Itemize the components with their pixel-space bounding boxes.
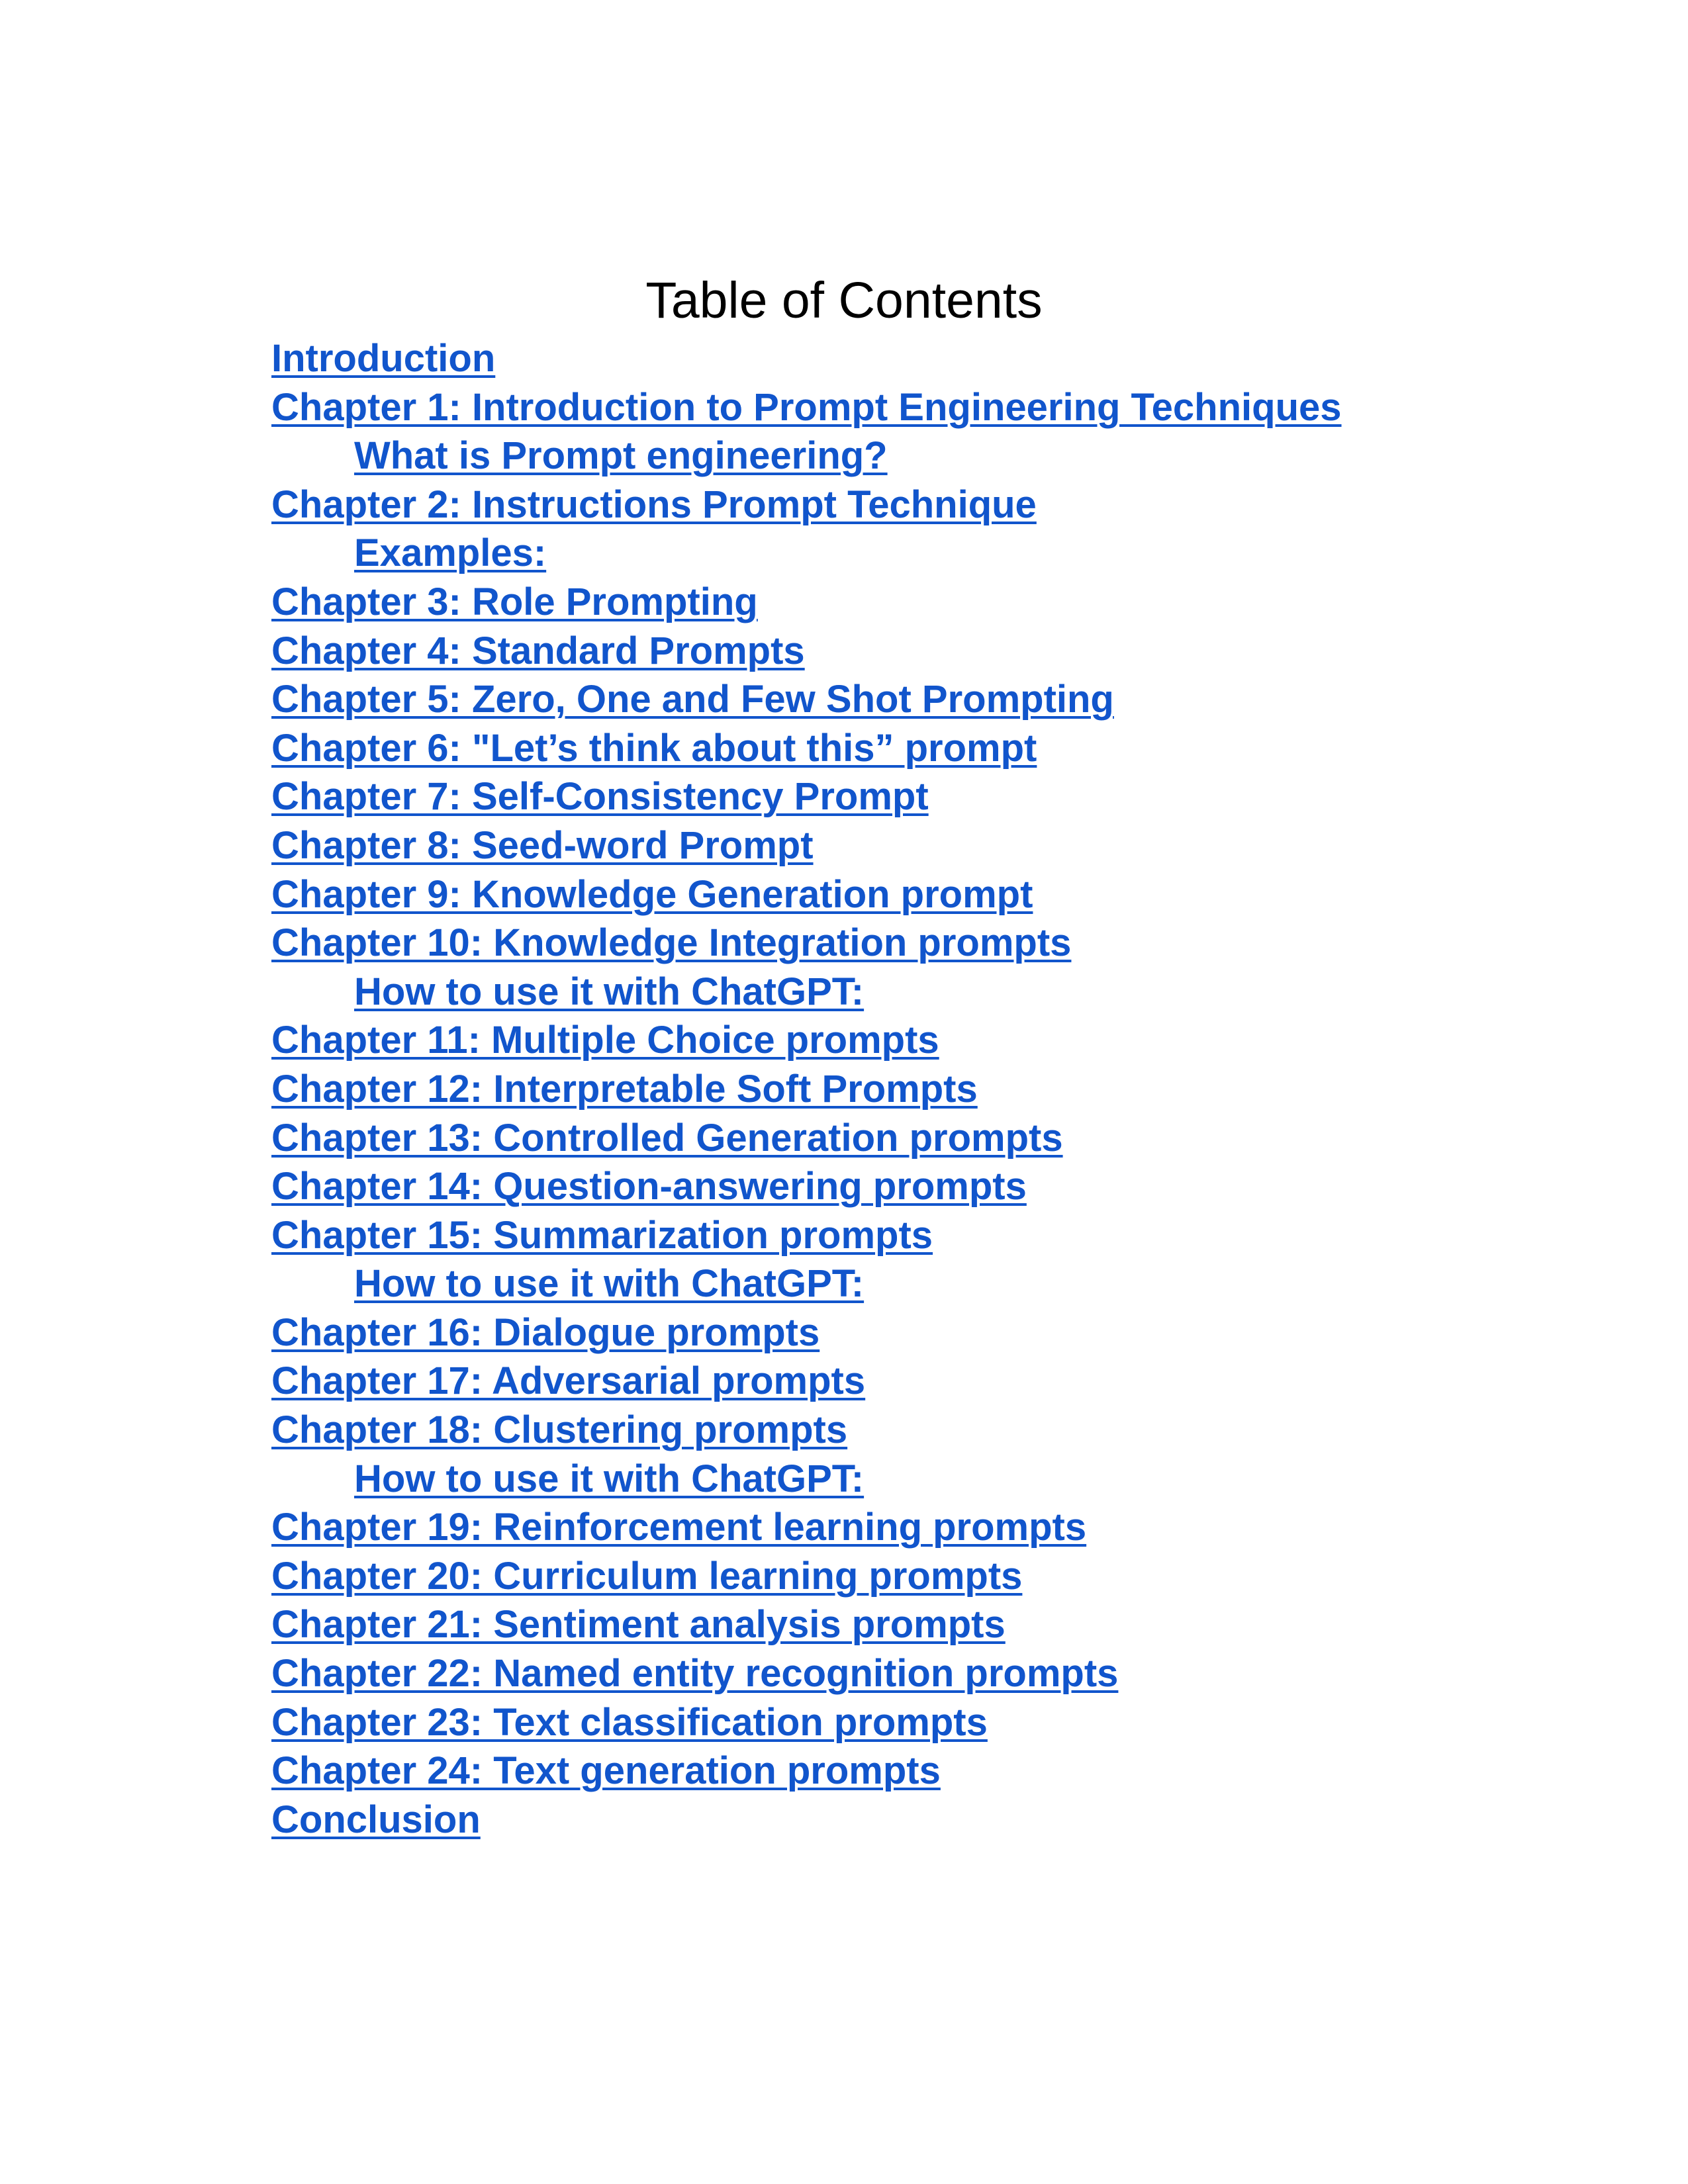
- toc-chapter-entry: [271, 1357, 1595, 1406]
- toc-chapter-link[interactable]: Conclusion: [271, 1797, 481, 1841]
- toc-chapter-link[interactable]: Introduction: [271, 337, 496, 380]
- toc-chapter-link[interactable]: Chapter 9: Knowledge Generation prompt: [271, 872, 1033, 916]
- toc-chapter-entry: [271, 383, 1595, 432]
- toc-subsection-link[interactable]: How to use it with ChatGPT:: [354, 1262, 865, 1306]
- toc-chapter-link[interactable]: Chapter 13: Controlled Generation prompts: [271, 1116, 1063, 1160]
- toc-subsection-entry: [271, 529, 1595, 578]
- toc-chapter-link[interactable]: Chapter 10: Knowledge Integration prompts: [271, 921, 1072, 965]
- toc-subsection-link[interactable]: Examples:: [354, 531, 547, 575]
- toc-chapter-entry: [271, 675, 1595, 724]
- toc-chapter-link[interactable]: Chapter 17: Adversarial prompts: [271, 1359, 866, 1403]
- toc-chapter-link[interactable]: Chapter 16: Dialogue prompts: [271, 1310, 820, 1354]
- toc-subsection-entry: [271, 432, 1595, 480]
- toc-chapter-entry: [271, 627, 1595, 676]
- toc-chapter-link[interactable]: Chapter 3: Role Prompting: [271, 580, 758, 623]
- toc-chapter-link[interactable]: Chapter 4: Standard Prompts: [271, 629, 805, 672]
- toc-chapter-entry: [271, 1406, 1595, 1455]
- toc-subsection-entry: [271, 1455, 1595, 1504]
- toc-subsection-entry: [271, 968, 1595, 1017]
- toc-chapter-entry: [271, 772, 1595, 821]
- toc-chapter-link[interactable]: Chapter 18: Clustering prompts: [271, 1408, 848, 1452]
- toc-chapter-link[interactable]: Chapter 23: Text classification prompts: [271, 1700, 988, 1744]
- toc-chapter-entry: [271, 480, 1595, 529]
- toc-chapter-entry: [271, 1016, 1595, 1065]
- toc-chapter-entry: [271, 821, 1595, 870]
- toc-subsection-link[interactable]: How to use it with ChatGPT:: [354, 970, 865, 1013]
- toc-chapter-entry: [271, 1552, 1595, 1601]
- toc-subsection-link[interactable]: What is Prompt engineering?: [354, 434, 888, 478]
- toc-chapter-entry: [271, 724, 1595, 773]
- toc-chapter-link[interactable]: Chapter 24: Text generation prompts: [271, 1749, 941, 1793]
- toc-chapter-link[interactable]: Chapter 6: "Let’s think about this” prompt: [271, 726, 1037, 770]
- toc-chapter-link[interactable]: Chapter 14: Question-answering prompts: [271, 1165, 1027, 1208]
- toc-title: Table of Contents: [645, 272, 1043, 329]
- toc-chapter-entry: [271, 870, 1595, 919]
- toc-chapter-entry: [271, 1747, 1595, 1796]
- toc-chapter-link[interactable]: Chapter 20: Curriculum learning prompts: [271, 1554, 1023, 1598]
- toc-chapter-link[interactable]: Chapter 19: Reinforcement learning prompts: [271, 1506, 1087, 1549]
- toc-chapter-link[interactable]: Chapter 5: Zero, One and Few Shot Prompting: [271, 678, 1114, 721]
- toc-subsection-entry: [271, 1259, 1595, 1308]
- toc-chapter-entry: [271, 919, 1595, 968]
- toc-list: [271, 334, 1595, 1844]
- toc-chapter-entry: [271, 578, 1595, 627]
- toc-chapter-entry: [271, 1308, 1595, 1357]
- toc-subsection-link[interactable]: How to use it with ChatGPT:: [354, 1457, 865, 1500]
- toc-chapter-link[interactable]: Chapter 15: Summarization prompts: [271, 1213, 933, 1257]
- toc-chapter-link[interactable]: Chapter 1: Introduction to Prompt Engineering Techniques: [271, 385, 1342, 429]
- toc-chapter-entry: [271, 1649, 1595, 1698]
- toc-chapter-entry: [271, 1698, 1595, 1747]
- toc-chapter-entry: [271, 1114, 1595, 1163]
- toc-chapter-link[interactable]: Chapter 11: Multiple Choice prompts: [271, 1019, 939, 1062]
- toc-chapter-link[interactable]: Chapter 7: Self-Consistency Prompt: [271, 775, 929, 819]
- toc-chapter-entry: [271, 1600, 1595, 1649]
- toc-chapter-link[interactable]: Chapter 21: Sentiment analysis prompts: [271, 1603, 1006, 1647]
- toc-chapter-entry: [271, 334, 1595, 383]
- toc-chapter-entry: [271, 1503, 1595, 1552]
- toc-chapter-link[interactable]: Chapter 2: Instructions Prompt Technique: [271, 482, 1037, 526]
- toc-chapter-entry: [271, 1211, 1595, 1260]
- toc-chapter-entry: [271, 1796, 1595, 1844]
- toc-chapter-link[interactable]: Chapter 12: Interpretable Soft Prompts: [271, 1067, 978, 1111]
- toc-chapter-entry: [271, 1065, 1595, 1114]
- toc-chapter-link[interactable]: Chapter 8: Seed-word Prompt: [271, 823, 814, 867]
- toc-chapter-entry: [271, 1162, 1595, 1211]
- toc-chapter-link[interactable]: Chapter 22: Named entity recognition prompts: [271, 1652, 1119, 1696]
